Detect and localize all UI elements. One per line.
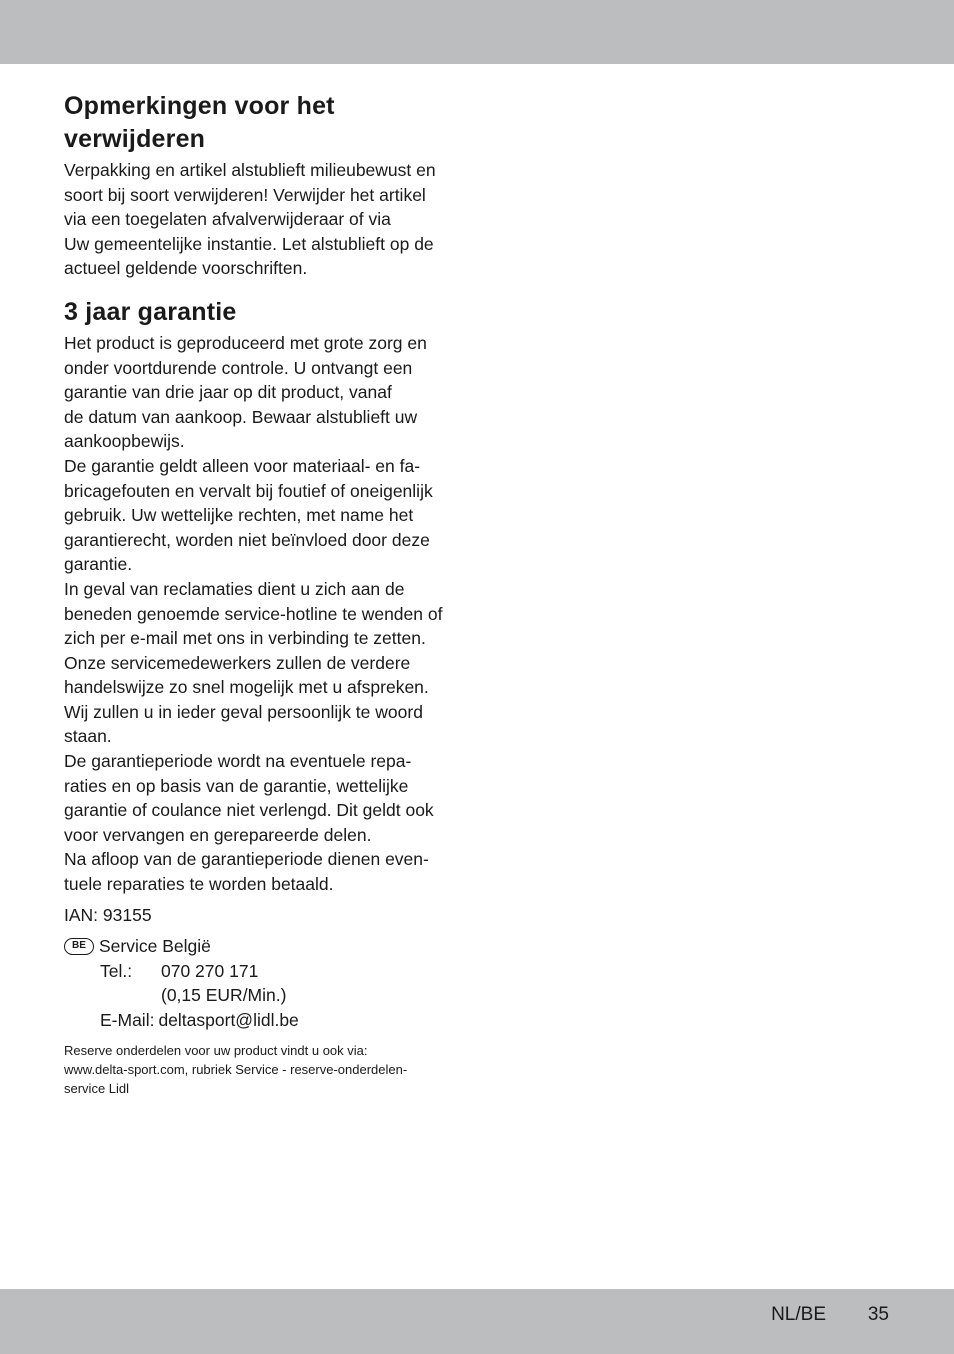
tel-rate-row — [100, 983, 456, 1008]
text-line: aankoopbewijs. — [64, 431, 185, 452]
text-line: soort bij soort verwijderen! Verwijder het artikel — [64, 184, 426, 205]
email-row — [100, 1008, 456, 1033]
disposal-heading — [64, 90, 456, 156]
content-column — [64, 90, 456, 1098]
tel-row — [100, 959, 456, 984]
email-value: deltasport@lidl.be — [158, 1010, 299, 1030]
text-line: Uw gemeentelijke instantie. Let alstublieft op de — [64, 233, 434, 254]
email-label: E-Mail: — [100, 1010, 155, 1030]
text-line: garantierecht, worden niet beïnvloed door deze — [64, 529, 430, 550]
disposal-paragraph — [64, 158, 456, 281]
text-line: handelswijze zo snel mogelijk met u afspreken. — [64, 677, 429, 698]
text-line: garantie of coulance niet verlengd. Dit geldt ook — [64, 800, 434, 821]
text-line: tuele reparaties te worden betaald. — [64, 874, 334, 895]
spare-parts-note — [64, 1041, 444, 1098]
text-line: garantie van drie jaar op dit product, vanaf — [64, 382, 392, 403]
text-line: Reserve onderdelen voor uw product vindt u ook via: — [64, 1042, 368, 1058]
warranty-heading: 3 jaar garantie — [64, 297, 237, 326]
service-block — [64, 934, 456, 1032]
text-line: bricagefouten en vervalt bij foutief of oneigenlijk — [64, 480, 433, 501]
text-line: Na afloop van de garantieperiode dienen even- — [64, 849, 429, 870]
tel-rate: (0,15 EUR/Min.) — [161, 985, 287, 1006]
tel-value: 070 270 171 — [161, 960, 259, 981]
belgium-flag-icon: BE — [64, 938, 94, 955]
text-line: service Lidl — [64, 1080, 130, 1096]
text-line: www.delta-sport.com, rubriek Service - reserve-onderdelen- — [64, 1061, 408, 1077]
text-line: voor vervangen en gerepareerde delen. — [64, 824, 372, 845]
text-line: garantie. — [64, 554, 133, 575]
text-line: In geval van reclamaties dient u zich aan de — [64, 578, 405, 599]
tel-label: Tel.: — [100, 960, 133, 981]
warranty-paragraph — [64, 331, 456, 897]
page-number: 35 — [867, 1304, 889, 1325]
service-title: Service België — [99, 936, 211, 957]
text-line: actueel geldende voorschriften. — [64, 258, 308, 279]
ian-number: IAN: 93155 — [64, 904, 152, 925]
text-line: De garantieperiode wordt na eventuele repa- — [64, 751, 412, 772]
text-line: gebruik. Uw wettelijke rechten, met name het — [64, 505, 414, 526]
disposal-heading-line2: verwijderen — [64, 125, 206, 153]
text-line: zich per e-mail met ons in verbinding te zetten. — [64, 628, 426, 649]
text-line: onder voortdurende controle. U ontvangt een — [64, 357, 413, 378]
header-bar — [0, 0, 954, 64]
text-line: Wij zullen u in ieder geval persoonlijk te woord — [64, 701, 423, 722]
text-line: staan. — [64, 726, 112, 747]
text-line: Het product is geproduceerd met grote zorg en — [64, 332, 427, 353]
text-line: de datum van aankoop. Bewaar alstublieft uw — [64, 406, 418, 427]
text-line: beneden genoemde service-hotline te wenden of — [64, 603, 443, 624]
contact-details — [64, 959, 456, 1033]
disposal-heading-line1: Opmerkingen voor het — [64, 92, 335, 120]
text-line: Onze servicemedewerkers zullen de verdere — [64, 652, 411, 673]
text-line: via een toegelaten afvalverwijderaar of via — [64, 209, 391, 230]
text-line: Verpakking en artikel alstublieft milieubewust en — [64, 160, 436, 180]
text-line: raties en op basis van de garantie, wettelijke — [64, 775, 409, 796]
language-label: NL/BE — [771, 1304, 826, 1325]
text-line: De garantie geldt alleen voor materiaal- en fa- — [64, 455, 421, 476]
service-title-row — [64, 934, 456, 959]
